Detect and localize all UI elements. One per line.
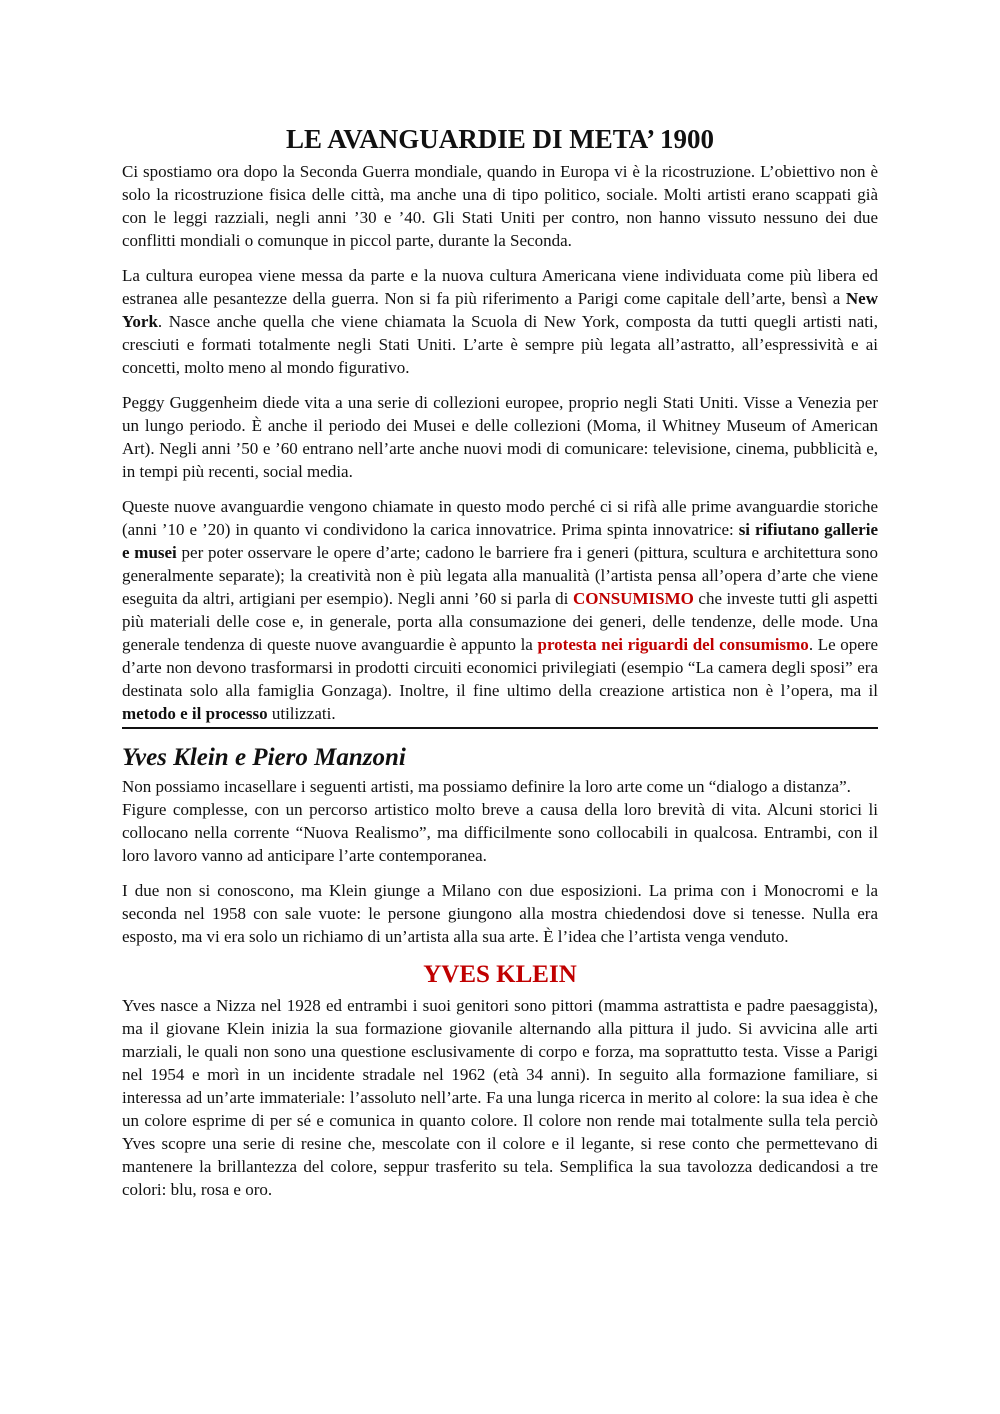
- bold-refuse-galleries: si rifiutano gallerie e musei: [122, 520, 878, 562]
- text-run: La cultura europea viene messa da parte e la nuova cultura Americana viene individuata come più libera ed estranea alle pesantezze della guerra. Non si fa più riferimento a Parigi come capitale dell’arte, bensì a: [122, 266, 878, 308]
- text-run: per poter osservare le opere d’arte; cadono le barriere fra i generi (pittura, scultura e architettura sono generalmente separate); la creatività non è più legata alla manualità (l’artista pensa all’opera d’arte che viene eseguita da altri, artigiani per esempio). Negli anni ’60 si parla di: [122, 543, 879, 608]
- paragraph-dialogue: Non possiamo incasellare i seguenti artisti, ma possiamo definire la loro arte come un “dialogo a distanza”.: [122, 777, 851, 796]
- paragraph-intro: Ci spostiamo ora dopo la Seconda Guerra mondiale, quando in Europa vi è la ricostruzione. L’obiettivo non è solo la ricostruzione fisica delle città, ma anche una di tipo politico, sociale. Molti artisti erano scappati già con le leggi razziali, negli anni ’30 e ’40. Gli Stati Uniti per contro, non hanno vissuto nessuno dei due conflitti mondiali o comunque in piccol parte, durante la Seconda.: [122, 162, 878, 250]
- section-divider: [122, 727, 878, 729]
- red-consumismo: CONSUMISMO: [572, 589, 694, 608]
- text-run: Queste nuove avanguardie vengono chiamate in questo modo perché ci si rifà alle prime avanguardie storiche (anni ’10 e ’20) in quanto vi condividono la carica innovatrice. Prima spinta innovatrice:: [122, 497, 878, 539]
- page-title: LE AVANGUARDIE DI META’ 1900: [285, 124, 715, 154]
- bold-method-process: metodo e il processo: [122, 704, 268, 723]
- paragraph-american-culture: [122, 264, 878, 379]
- paragraph-complex-figures: Figure complesse, con un percorso artistico molto breve a causa della loro brevità di vita. Alcuni storici li collocano nella corrente “Nuova Realismo”, ma difficilmente sono collocabili in qualcosa. Entrambi, con il loro lavoro vanno ad anticipare l’arte contemporanea.: [122, 800, 878, 865]
- section-title: Yves Klein e Piero Manzoni: [122, 744, 406, 771]
- text-run: . Le opere d’arte non devono trasformarsi in prodotti circuiti economici privilegiati (esempio “La camera degli sposi” era destinata solo alla famiglia Gonzaga). Inoltre, il fine ultimo della creazione artistica non è l’opera, ma il: [122, 635, 879, 700]
- klein-title: YVES KLEIN: [423, 961, 577, 988]
- text-run: che investe tutti gli aspetti più materiali delle cose e, in generale, porta alla consumazione dei generi, delle tendenze, delle mode. Una generale tendenza di queste nuove avanguardie è appunto la: [122, 589, 878, 654]
- paragraph-klein-biography: Yves nasce a Nizza nel 1928 ed entrambi i suoi genitori sono pittori (mamma astrattista e padre paesaggista), ma il giovane Klein inizia la sua formazione giovanile alternando alla pittura il judo. Si avvicina alle arti marziali, le quali non sono una questione esclusivamente di corpo e forza, ma soprattutto testa. Visse a Parigi nel 1954 e morì in un incidente stradale nel 1962 (età 34 anni). In seguito alla formazione familiare, si interessa ad un’arte immateriale: l’assoluto nell’arte. Fa una lunga ricerca in merito al colore: la sua idea è che un colore esprime di per sé e comunica in quanto colore. Il colore non rende mai totalmente sulla tela perciò Yves scopre una serie di resine che, mescolate con il colore e il legante, si rese conto che permettevano di mantenere la brillantezza del colore, seppur trasferito su tela. Semplifica la sua tavolozza dedicandosi a tre colori: blu, rosa e oro.: [122, 996, 878, 1199]
- paragraph-new-avantgardes: [122, 495, 878, 725]
- bold-new-york: New York: [122, 289, 878, 331]
- text-run: utilizzati.: [267, 704, 336, 723]
- red-protest: protesta nei riguardi del consumismo: [537, 635, 809, 654]
- paragraph-milan-exhibitions: I due non si conoscono, ma Klein giunge a Milano con due esposizioni. La prima con i Monocromi e la seconda nel 1958 con sale vuote: le persone giungono alla mostra chiedendosi dove si tenesse. Nulla era esposto, ma vi era solo un richiamo di un’artista alla sua arte. È l’idea che l’artista venga venduto.: [122, 881, 878, 946]
- paragraph-guggenheim: Peggy Guggenheim diede vita a una serie di collezioni europee, proprio negli Stati Uniti. Visse a Venezia per un lungo periodo. È anche il periodo dei Musei e delle collezioni (Moma, il Whitney Museum of American Art). Negli anni ’50 e ’60 entrano nell’arte anche nuovi modi di comunicare: televisione, cinema, pubblicità e, in tempi più recenti, social media.: [122, 393, 878, 481]
- text-run: . Nasce anche quella che viene chiamata la Scuola di New York, composta da tutti quegli artisti nati, cresciuti e formati totalmente negli Stati Uniti. L’arte è sempre più legata all’astratto, all’espressività e ai concetti, molto meno al mondo figurativo.: [122, 312, 878, 377]
